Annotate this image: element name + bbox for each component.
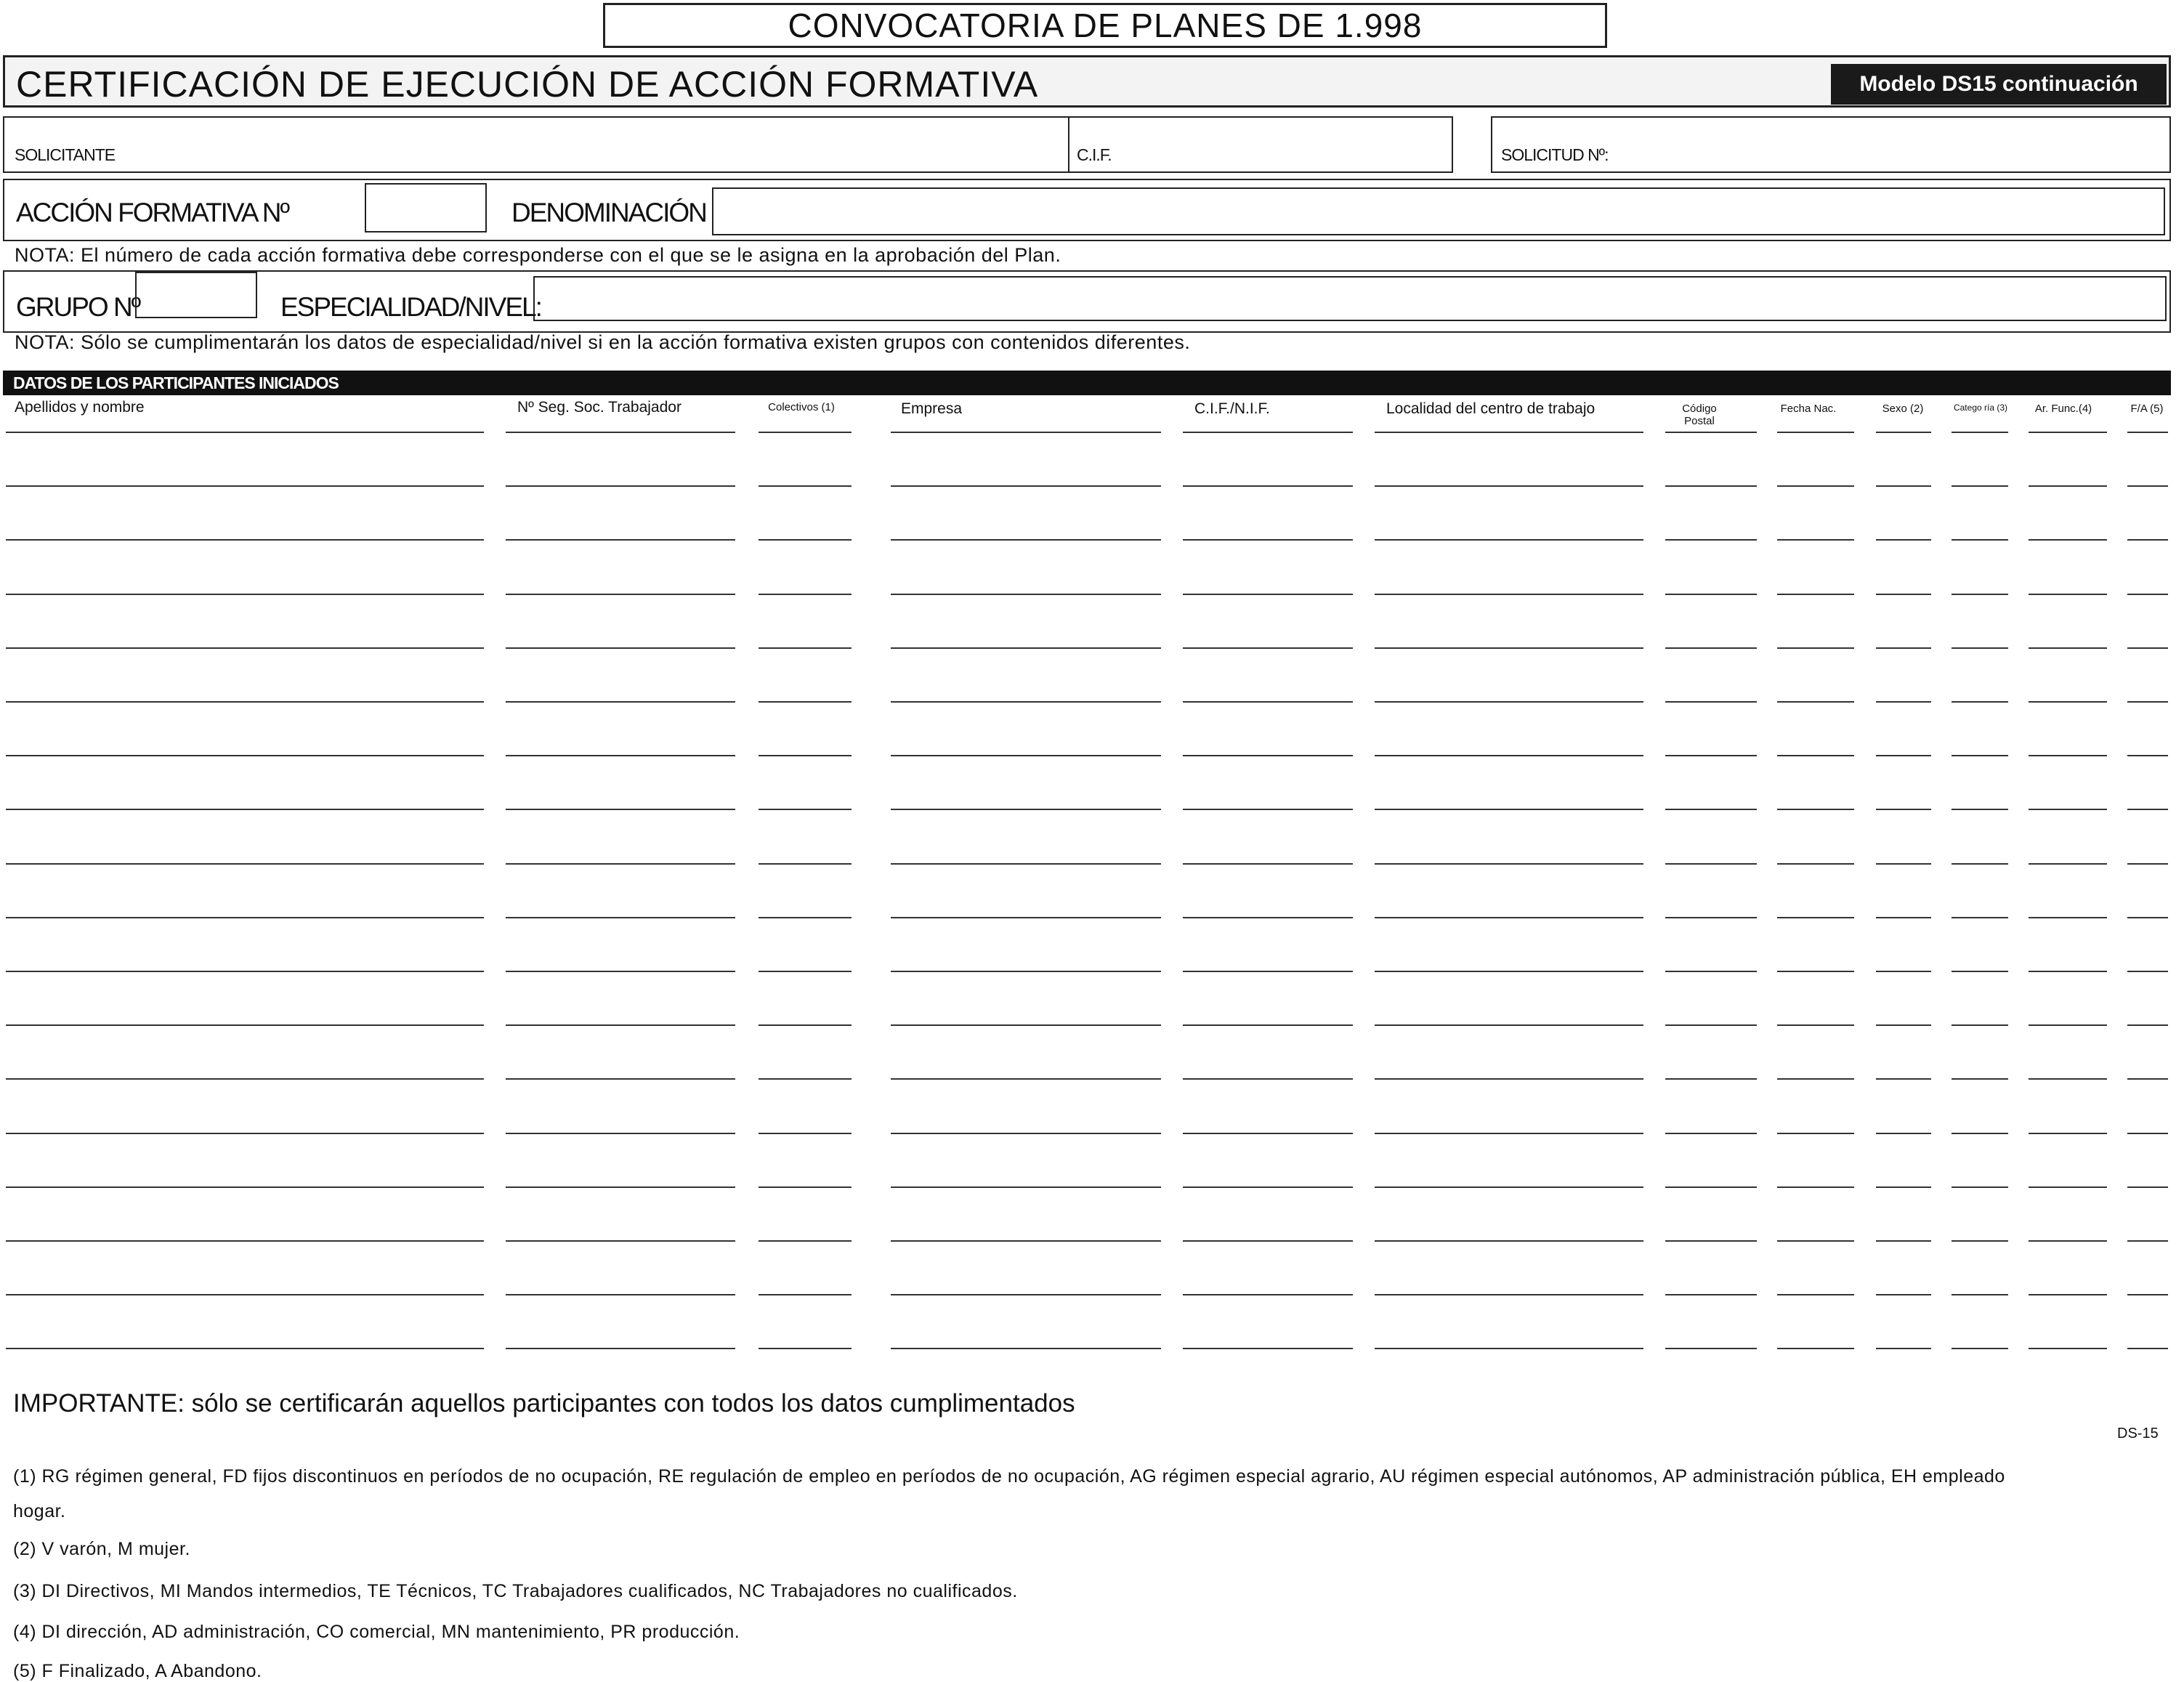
footnote-1-cont: hogar. xyxy=(13,1501,66,1521)
row-7-sexo-field[interactable] xyxy=(1876,755,1931,756)
cif-label: C.I.F. xyxy=(1077,145,1112,164)
row-18-fecha-nac-field[interactable] xyxy=(1777,1348,1854,1349)
footnote-5: (5) F Finalizado, A Abandono. xyxy=(13,1661,262,1681)
row-14-ar-func-field[interactable] xyxy=(2029,1133,2107,1134)
row-1-seg-soc-field[interactable] xyxy=(506,432,735,433)
row-9-sexo-field[interactable] xyxy=(1876,863,1931,865)
important-note: IMPORTANTE: sólo se certificarán aquellos participantes con todos los datos cumplimentados xyxy=(13,1389,1075,1418)
row-2-fa-field[interactable] xyxy=(2127,485,2168,487)
row-13-codigo-postal-field[interactable] xyxy=(1665,1078,1757,1080)
row-13-fa-field[interactable] xyxy=(2127,1078,2168,1080)
row-18-cif-nif-field[interactable] xyxy=(1183,1348,1353,1349)
row-17-fecha-nac-field[interactable] xyxy=(1777,1294,1854,1295)
accion-nota: NOTA: El número de cada acción formativa debe corresponderse con el que se le asigna en la aprobación del Plan. xyxy=(15,244,1061,266)
row-7-ar-func-field[interactable] xyxy=(2029,755,2107,756)
row-18-localidad-field[interactable] xyxy=(1375,1348,1643,1349)
row-4-fa-field[interactable] xyxy=(2127,594,2168,595)
row-4-empresa-field[interactable] xyxy=(891,594,1161,595)
row-3-localidad-field[interactable] xyxy=(1375,539,1643,541)
row-9-cif-nif-field[interactable] xyxy=(1183,863,1353,865)
row-11-fecha-nac-field[interactable] xyxy=(1777,971,1854,972)
especialidad-label: ESPECIALIDAD/NIVEL: xyxy=(280,292,541,322)
cif-field[interactable] xyxy=(1068,116,1453,173)
row-17-colectivos-field[interactable] xyxy=(759,1294,852,1295)
row-18-colectivos-field[interactable] xyxy=(759,1348,852,1349)
col-fecha-nac: Fecha Nac. xyxy=(1780,403,1837,415)
row-6-categoria-field[interactable] xyxy=(1952,701,2008,703)
row-11-apellidos-field[interactable] xyxy=(6,971,484,972)
row-3-ar-func-field[interactable] xyxy=(2029,539,2107,541)
row-16-sexo-field[interactable] xyxy=(1876,1240,1931,1242)
row-15-fa-field[interactable] xyxy=(2127,1186,2168,1188)
row-15-sexo-field[interactable] xyxy=(1876,1186,1931,1188)
row-14-colectivos-field[interactable] xyxy=(759,1133,852,1134)
solicitud-label: SOLICITUD Nº: xyxy=(1501,145,1609,164)
row-2-categoria-field[interactable] xyxy=(1952,485,2008,487)
row-15-codigo-postal-field[interactable] xyxy=(1665,1186,1757,1188)
row-14-fecha-nac-field[interactable] xyxy=(1777,1133,1854,1134)
row-10-cif-nif-field[interactable] xyxy=(1183,917,1353,918)
accion-number-input[interactable] xyxy=(365,183,487,233)
row-7-fecha-nac-field[interactable] xyxy=(1777,755,1854,756)
row-12-colectivos-field[interactable] xyxy=(759,1024,852,1026)
col-sexo: Sexo (2) xyxy=(1882,403,1924,415)
row-5-fecha-nac-field[interactable] xyxy=(1777,647,1854,649)
row-11-cif-nif-field[interactable] xyxy=(1183,971,1353,972)
row-14-localidad-field[interactable] xyxy=(1375,1133,1643,1134)
row-3-cif-nif-field[interactable] xyxy=(1183,539,1353,541)
row-4-sexo-field[interactable] xyxy=(1876,594,1931,595)
row-3-codigo-postal-field[interactable] xyxy=(1665,539,1757,541)
row-15-categoria-field[interactable] xyxy=(1952,1186,2008,1188)
row-14-apellidos-field[interactable] xyxy=(6,1133,484,1134)
row-9-fa-field[interactable] xyxy=(2127,863,2168,865)
row-13-colectivos-field[interactable] xyxy=(759,1078,852,1080)
col-ar-func: Ar. Func.(4) xyxy=(2034,403,2092,415)
grupo-number-input[interactable] xyxy=(135,272,257,318)
row-11-seg-soc-field[interactable] xyxy=(506,971,735,972)
col-apellidos: Apellidos y nombre xyxy=(15,399,145,416)
row-6-localidad-field[interactable] xyxy=(1375,701,1643,703)
row-10-categoria-field[interactable] xyxy=(1952,917,2008,918)
row-17-localidad-field[interactable] xyxy=(1375,1294,1643,1295)
row-1-fa-field[interactable] xyxy=(2127,432,2168,433)
row-10-empresa-field[interactable] xyxy=(891,917,1161,918)
row-11-codigo-postal-field[interactable] xyxy=(1665,971,1757,972)
row-6-seg-soc-field[interactable] xyxy=(506,701,735,703)
participants-title: DATOS DE LOS PARTICIPANTES INICIADOS xyxy=(13,373,339,392)
row-7-empresa-field[interactable] xyxy=(891,755,1161,756)
row-8-localidad-field[interactable] xyxy=(1375,809,1643,810)
row-3-colectivos-field[interactable] xyxy=(759,539,852,541)
footnote-4: (4) DI dirección, AD administración, CO comercial, MN mantenimiento, PR producción. xyxy=(13,1622,740,1642)
row-12-fecha-nac-field[interactable] xyxy=(1777,1024,1854,1026)
row-7-seg-soc-field[interactable] xyxy=(506,755,735,756)
grupo-nota: NOTA: Sólo se cumplimentarán los datos de especialidad/nivel si en la acción formativa existen grupos con contenidos diferentes. xyxy=(15,331,1191,353)
row-12-localidad-field[interactable] xyxy=(1375,1024,1643,1026)
row-13-sexo-field[interactable] xyxy=(1876,1078,1931,1080)
especialidad-input[interactable] xyxy=(533,276,2167,321)
row-1-localidad-field[interactable] xyxy=(1375,432,1643,433)
row-11-empresa-field[interactable] xyxy=(891,971,1161,972)
row-9-seg-soc-field[interactable] xyxy=(506,863,735,865)
form-code: DS-15 xyxy=(2117,1426,2159,1442)
row-7-fa-field[interactable] xyxy=(2127,755,2168,756)
row-14-categoria-field[interactable] xyxy=(1952,1133,2008,1134)
row-7-colectivos-field[interactable] xyxy=(759,755,852,756)
row-18-fa-field[interactable] xyxy=(2127,1348,2168,1349)
row-10-seg-soc-field[interactable] xyxy=(506,917,735,918)
row-17-empresa-field[interactable] xyxy=(891,1294,1161,1295)
row-16-fecha-nac-field[interactable] xyxy=(1777,1240,1854,1242)
row-7-codigo-postal-field[interactable] xyxy=(1665,755,1757,756)
row-8-sexo-field[interactable] xyxy=(1876,809,1931,810)
row-16-ar-func-field[interactable] xyxy=(2029,1240,2107,1242)
row-6-colectivos-field[interactable] xyxy=(759,701,852,703)
solicitante-label: SOLICITANTE xyxy=(15,145,116,164)
row-18-codigo-postal-field[interactable] xyxy=(1665,1348,1757,1349)
row-12-sexo-field[interactable] xyxy=(1876,1024,1931,1026)
row-14-codigo-postal-field[interactable] xyxy=(1665,1133,1757,1134)
row-4-colectivos-field[interactable] xyxy=(759,594,852,595)
row-3-categoria-field[interactable] xyxy=(1952,539,2008,541)
row-16-colectivos-field[interactable] xyxy=(759,1240,852,1242)
row-11-ar-func-field[interactable] xyxy=(2029,971,2107,972)
row-11-sexo-field[interactable] xyxy=(1876,971,1931,972)
row-17-categoria-field[interactable] xyxy=(1952,1294,2008,1295)
row-10-localidad-field[interactable] xyxy=(1375,917,1643,918)
row-3-sexo-field[interactable] xyxy=(1876,539,1931,541)
row-12-codigo-postal-field[interactable] xyxy=(1665,1024,1757,1026)
row-16-cif-nif-field[interactable] xyxy=(1183,1240,1353,1242)
row-5-apellidos-field[interactable] xyxy=(6,647,484,649)
row-11-colectivos-field[interactable] xyxy=(759,971,852,972)
row-14-fa-field[interactable] xyxy=(2127,1133,2168,1134)
col-localidad: Localidad del centro de trabajo xyxy=(1386,400,1595,417)
row-2-empresa-field[interactable] xyxy=(891,485,1161,487)
row-3-fa-field[interactable] xyxy=(2127,539,2168,541)
row-1-codigo-postal-field[interactable] xyxy=(1665,432,1757,433)
row-15-cif-nif-field[interactable] xyxy=(1183,1186,1353,1188)
row-12-cif-nif-field[interactable] xyxy=(1183,1024,1353,1026)
row-2-apellidos-field[interactable] xyxy=(6,485,484,487)
row-4-apellidos-field[interactable] xyxy=(6,594,484,595)
row-2-sexo-field[interactable] xyxy=(1876,485,1931,487)
row-16-apellidos-field[interactable] xyxy=(6,1240,484,1242)
row-8-empresa-field[interactable] xyxy=(891,809,1161,810)
row-2-colectivos-field[interactable] xyxy=(759,485,852,487)
row-12-apellidos-field[interactable] xyxy=(6,1024,484,1026)
row-1-apellidos-field[interactable] xyxy=(6,432,484,433)
row-16-categoria-field[interactable] xyxy=(1952,1240,2008,1242)
row-3-empresa-field[interactable] xyxy=(891,539,1161,541)
row-18-ar-func-field[interactable] xyxy=(2029,1348,2107,1349)
row-8-apellidos-field[interactable] xyxy=(6,809,484,810)
col-seg-soc: Nº Seg. Soc. Trabajador xyxy=(517,399,682,416)
row-6-empresa-field[interactable] xyxy=(891,701,1161,703)
row-5-categoria-field[interactable] xyxy=(1952,647,2008,649)
denominacion-label: DENOMINACIÓN xyxy=(511,198,706,227)
row-10-ar-func-field[interactable] xyxy=(2029,917,2107,918)
row-13-empresa-field[interactable] xyxy=(891,1078,1161,1080)
col-empresa: Empresa xyxy=(901,400,963,417)
row-2-ar-func-field[interactable] xyxy=(2029,485,2107,487)
row-1-fecha-nac-field[interactable] xyxy=(1777,432,1854,433)
row-9-codigo-postal-field[interactable] xyxy=(1665,863,1757,865)
row-5-cif-nif-field[interactable] xyxy=(1183,647,1353,649)
row-8-cif-nif-field[interactable] xyxy=(1183,809,1353,810)
row-14-cif-nif-field[interactable] xyxy=(1183,1133,1353,1134)
row-17-fa-field[interactable] xyxy=(2127,1294,2168,1295)
row-5-sexo-field[interactable] xyxy=(1876,647,1931,649)
row-3-seg-soc-field[interactable] xyxy=(506,539,735,541)
row-7-categoria-field[interactable] xyxy=(1952,755,2008,756)
row-15-colectivos-field[interactable] xyxy=(759,1186,852,1188)
row-5-codigo-postal-field[interactable] xyxy=(1665,647,1757,649)
row-18-seg-soc-field[interactable] xyxy=(506,1348,735,1349)
row-1-colectivos-field[interactable] xyxy=(759,432,852,433)
row-18-sexo-field[interactable] xyxy=(1876,1348,1931,1349)
row-9-apellidos-field[interactable] xyxy=(6,863,484,865)
row-4-ar-func-field[interactable] xyxy=(2029,594,2107,595)
row-13-apellidos-field[interactable] xyxy=(6,1078,484,1080)
row-13-categoria-field[interactable] xyxy=(1952,1078,2008,1080)
row-8-fa-field[interactable] xyxy=(2127,809,2168,810)
row-15-fecha-nac-field[interactable] xyxy=(1777,1186,1854,1188)
col-categoria: Catego ría (3) xyxy=(1953,403,2008,413)
row-13-localidad-field[interactable] xyxy=(1375,1078,1643,1080)
row-18-apellidos-field[interactable] xyxy=(6,1348,484,1349)
row-6-apellidos-field[interactable] xyxy=(6,701,484,703)
row-9-ar-func-field[interactable] xyxy=(2029,863,2107,865)
row-8-fecha-nac-field[interactable] xyxy=(1777,809,1854,810)
row-9-fecha-nac-field[interactable] xyxy=(1777,863,1854,865)
row-17-ar-func-field[interactable] xyxy=(2029,1294,2107,1295)
row-17-cif-nif-field[interactable] xyxy=(1183,1294,1353,1295)
footnote-3: (3) DI Directivos, MI Mandos intermedios, TE Técnicos, TC Trabajadores cualificados, NC Trabajadores no cualificados. xyxy=(13,1581,1018,1601)
row-1-ar-func-field[interactable] xyxy=(2029,432,2107,433)
row-9-localidad-field[interactable] xyxy=(1375,863,1643,865)
row-15-ar-func-field[interactable] xyxy=(2029,1186,2107,1188)
row-10-fecha-nac-field[interactable] xyxy=(1777,917,1854,918)
row-10-colectivos-field[interactable] xyxy=(759,917,852,918)
row-6-cif-nif-field[interactable] xyxy=(1183,701,1353,703)
row-11-localidad-field[interactable] xyxy=(1375,971,1643,972)
row-3-fecha-nac-field[interactable] xyxy=(1777,539,1854,541)
row-6-fa-field[interactable] xyxy=(2127,701,2168,703)
row-8-seg-soc-field[interactable] xyxy=(506,809,735,810)
row-10-codigo-postal-field[interactable] xyxy=(1665,917,1757,918)
row-5-seg-soc-field[interactable] xyxy=(506,647,735,649)
row-10-sexo-field[interactable] xyxy=(1876,917,1931,918)
row-7-localidad-field[interactable] xyxy=(1375,755,1643,756)
row-6-codigo-postal-field[interactable] xyxy=(1665,701,1757,703)
row-11-fa-field[interactable] xyxy=(2127,971,2168,972)
row-4-fecha-nac-field[interactable] xyxy=(1777,594,1854,595)
row-5-empresa-field[interactable] xyxy=(891,647,1161,649)
row-13-fecha-nac-field[interactable] xyxy=(1777,1078,1854,1080)
row-9-empresa-field[interactable] xyxy=(891,863,1161,865)
denominacion-input[interactable] xyxy=(712,187,2165,235)
row-1-empresa-field[interactable] xyxy=(891,432,1161,433)
row-14-seg-soc-field[interactable] xyxy=(506,1133,735,1134)
row-12-seg-soc-field[interactable] xyxy=(506,1024,735,1026)
row-5-localidad-field[interactable] xyxy=(1375,647,1643,649)
row-4-seg-soc-field[interactable] xyxy=(506,594,735,595)
row-4-cif-nif-field[interactable] xyxy=(1183,594,1353,595)
row-3-apellidos-field[interactable] xyxy=(6,539,484,541)
row-17-seg-soc-field[interactable] xyxy=(506,1294,735,1295)
row-15-seg-soc-field[interactable] xyxy=(506,1186,735,1188)
row-8-colectivos-field[interactable] xyxy=(759,809,852,810)
row-6-fecha-nac-field[interactable] xyxy=(1777,701,1854,703)
row-6-sexo-field[interactable] xyxy=(1876,701,1931,703)
row-12-categoria-field[interactable] xyxy=(1952,1024,2008,1026)
row-12-fa-field[interactable] xyxy=(2127,1024,2168,1026)
footnote-2: (2) V varón, M mujer. xyxy=(13,1539,190,1559)
accion-label: ACCIÓN FORMATIVA Nº xyxy=(16,198,288,227)
row-11-categoria-field[interactable] xyxy=(1952,971,2008,972)
modelo-badge: Modelo DS15 continuación xyxy=(1831,64,2167,105)
row-15-apellidos-field[interactable] xyxy=(6,1186,484,1188)
row-17-codigo-postal-field[interactable] xyxy=(1665,1294,1757,1295)
row-17-sexo-field[interactable] xyxy=(1876,1294,1931,1295)
row-2-fecha-nac-field[interactable] xyxy=(1777,485,1854,487)
col-colectivos: Colectivos (1) xyxy=(768,401,835,413)
grupo-label: GRUPO Nº xyxy=(16,292,140,322)
row-1-sexo-field[interactable] xyxy=(1876,432,1931,433)
row-1-categoria-field[interactable] xyxy=(1952,432,2008,433)
row-16-empresa-field[interactable] xyxy=(891,1240,1161,1242)
row-18-empresa-field[interactable] xyxy=(891,1348,1161,1349)
row-16-seg-soc-field[interactable] xyxy=(506,1240,735,1242)
footnote-1: (1) RG régimen general, FD fijos discontinuos en períodos de no ocupación, RE regulación de empleo en períodos de no ocupación, AG régimen especial agrario, AU régimen especial autónomos, AP administración pública, EH empleado xyxy=(13,1466,2005,1487)
row-2-cif-nif-field[interactable] xyxy=(1183,485,1353,487)
row-15-localidad-field[interactable] xyxy=(1375,1186,1643,1188)
col-codigo-postal: Código Postal xyxy=(1682,403,1717,427)
row-1-cif-nif-field[interactable] xyxy=(1183,432,1353,433)
row-17-apellidos-field[interactable] xyxy=(6,1294,484,1295)
convocatoria-title: CONVOCATORIA DE PLANES DE 1.998 xyxy=(603,3,1607,48)
row-9-categoria-field[interactable] xyxy=(1952,863,2008,865)
row-2-localidad-field[interactable] xyxy=(1375,485,1643,487)
row-13-cif-nif-field[interactable] xyxy=(1183,1078,1353,1080)
row-16-localidad-field[interactable] xyxy=(1375,1240,1643,1242)
form-title: CERTIFICACIÓN DE EJECUCIÓN DE ACCIÓN FORMATIVA xyxy=(16,64,1039,105)
row-8-codigo-postal-field[interactable] xyxy=(1665,809,1757,810)
row-4-codigo-postal-field[interactable] xyxy=(1665,594,1757,595)
row-5-fa-field[interactable] xyxy=(2127,647,2168,649)
row-13-ar-func-field[interactable] xyxy=(2029,1078,2107,1080)
row-6-ar-func-field[interactable] xyxy=(2029,701,2107,703)
row-14-empresa-field[interactable] xyxy=(891,1133,1161,1134)
row-4-localidad-field[interactable] xyxy=(1375,594,1643,595)
row-7-cif-nif-field[interactable] xyxy=(1183,755,1353,756)
row-8-ar-func-field[interactable] xyxy=(2029,809,2107,810)
row-14-sexo-field[interactable] xyxy=(1876,1133,1931,1134)
row-10-fa-field[interactable] xyxy=(2127,917,2168,918)
row-12-ar-func-field[interactable] xyxy=(2029,1024,2107,1026)
row-5-ar-func-field[interactable] xyxy=(2029,647,2107,649)
row-8-categoria-field[interactable] xyxy=(1952,809,2008,810)
row-2-codigo-postal-field[interactable] xyxy=(1665,485,1757,487)
row-5-colectivos-field[interactable] xyxy=(759,647,852,649)
row-15-empresa-field[interactable] xyxy=(891,1186,1161,1188)
row-7-apellidos-field[interactable] xyxy=(6,755,484,756)
col-cif-nif: C.I.F./N.I.F. xyxy=(1194,400,1270,417)
row-2-seg-soc-field[interactable] xyxy=(506,485,735,487)
col-fa: F/A (5) xyxy=(2130,403,2164,415)
row-16-fa-field[interactable] xyxy=(2127,1240,2168,1242)
row-9-colectivos-field[interactable] xyxy=(759,863,852,865)
row-4-categoria-field[interactable] xyxy=(1952,594,2008,595)
row-12-empresa-field[interactable] xyxy=(891,1024,1161,1026)
row-16-codigo-postal-field[interactable] xyxy=(1665,1240,1757,1242)
row-10-apellidos-field[interactable] xyxy=(6,917,484,918)
row-18-categoria-field[interactable] xyxy=(1952,1348,2008,1349)
row-13-seg-soc-field[interactable] xyxy=(506,1078,735,1080)
